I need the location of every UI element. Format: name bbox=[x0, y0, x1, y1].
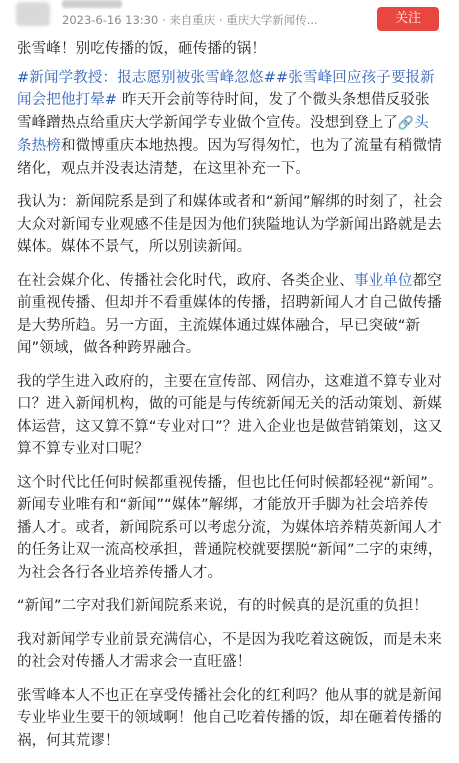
link-icon: 🔗 bbox=[397, 115, 415, 131]
paragraph-6: “新闻”二字对我们新闻院系来说，有的时候真的是沉重的负担！ bbox=[17, 598, 428, 614]
post-body bbox=[17, 38, 443, 763]
institution-link[interactable]: 事业单位 bbox=[353, 272, 413, 289]
paragraph-4: 我的学生进入政府的，主要在宣传部、网信办，这难道不算专业对口？进入新闻机构，做的可能是与传统新闻无关的活动策划、新媒体运营，这又算不算“专业对口”？进入企业也是做营销策划，这又算不算专业对口呢？ bbox=[17, 373, 443, 457]
post-meta: 2023-6-16 13:30 · 来自重庆 · 重庆大学新闻传... bbox=[62, 13, 318, 27]
paragraph-text: 在社会媒介化、传播社会化时代，政府、各类企业、 bbox=[17, 272, 354, 289]
paragraph-8: 张雪峰本人不也正在享受传播社会化的红利吗？他从事的就是新闻专业毕业生要干的领域啊！他自己吃着传播的饭，却在砸着传播的祸，何其荒谬！ bbox=[17, 687, 442, 749]
paragraph-text: 都空前重视传播、但却并不看重媒体的传播，招聘新闻人才自己做传播是大势所趋。另一方面，主流媒体通过媒体融合，早已突破“新闻”领域，做各种跨界融合。 bbox=[17, 272, 442, 356]
paragraph-3 bbox=[17, 270, 443, 360]
paragraph-5: 这个时代比任何时候都重视传播，但也比任何时候都轻视“新闻”。新闻专业唯有和“新闻”“媒体”解绑，才能放开手脚为社会培养传播人才。或者，新闻院系可以考虑分流，为媒体培养精英新闻人才的任务让双一流高校承担，普通院校就要摆脱“新闻”二字的束缚，为社会各行各业培养传播人才。 bbox=[17, 474, 443, 581]
post-title: 张雪峰！别吃传播的饭，砸传播的锅！ bbox=[17, 41, 267, 57]
username-blurred[interactable] bbox=[62, 0, 122, 8]
paragraph-1 bbox=[17, 67, 443, 181]
hashtag-link[interactable]: #新闻学教授：报志愿别被张雪峰忽悠# bbox=[17, 69, 276, 86]
paragraph-text: 昨天开会前等待时间，发了个微头条想借反驳张雪峰蹭热点给重庆大学新闻学专业做个宣传。没想到登上了 bbox=[17, 92, 430, 131]
post-header bbox=[0, 0, 459, 34]
paragraph-7: 我对新闻学专业前景充满信心，不是因为我吃着这碗饭，而是未来的社会对传播人才需求会一直旺盛！ bbox=[17, 631, 442, 670]
hot-list-link[interactable]: 头条热榜 bbox=[17, 114, 429, 154]
hashtag-link[interactable]: #张雪峰回应孩子要报新闻会把他打晕# bbox=[17, 69, 435, 108]
paragraph-text: 和微博重庆本地热搜。因为写得匆忙，也为了流量有稍微情绪化，观点并没表达清楚，在这里补充一下。 bbox=[17, 138, 442, 177]
paragraph-2: 我认为：新闻院系是到了和媒体或者和“新闻”解绑的时刻了，社会大众对新闻专业观感不佳是因为他们狭隘地认为学新闻出路就是去媒体。媒体不景气，所以别读新闻。 bbox=[17, 194, 443, 255]
follow-button[interactable]: 关注 bbox=[377, 7, 439, 31]
avatar[interactable] bbox=[16, 2, 50, 26]
